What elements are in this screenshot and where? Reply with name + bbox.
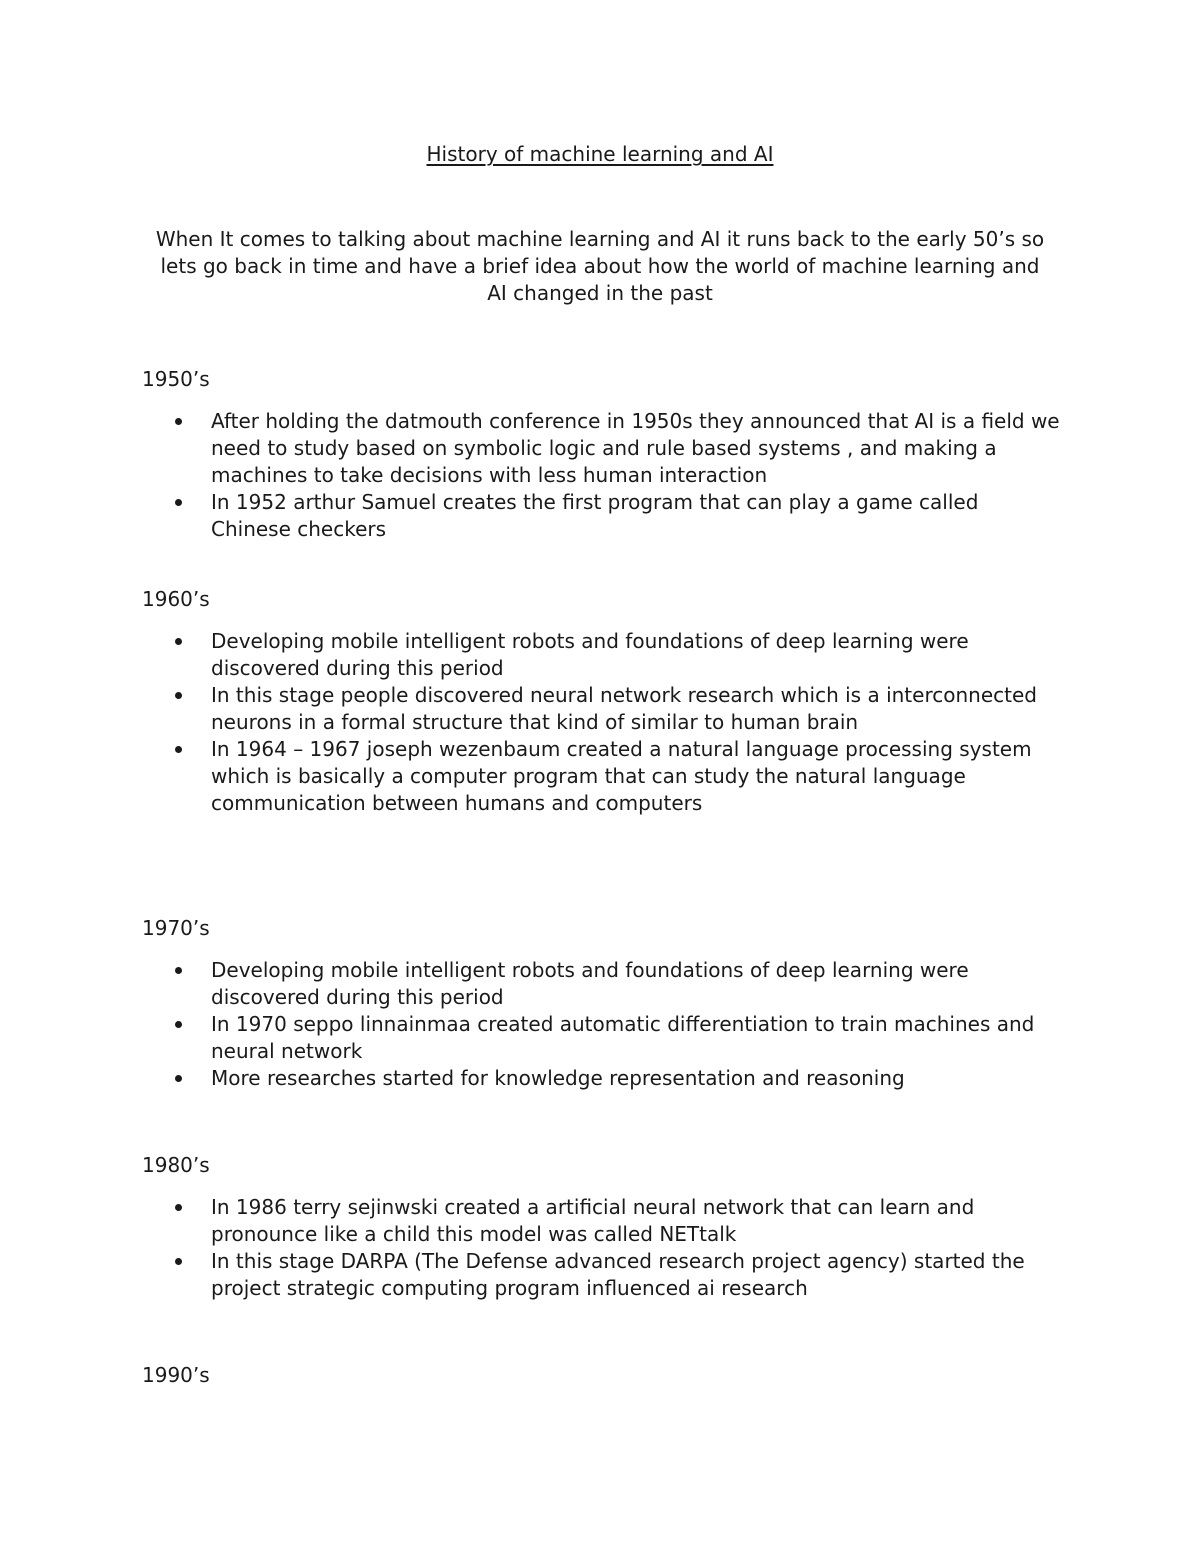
bullet-icon [175, 746, 182, 753]
list-item-text: In 1970 seppo linnainmaa created automatic differentiation to train machines and neural network [211, 1012, 1035, 1063]
bullet-icon [175, 967, 182, 974]
list-item [142, 682, 1062, 736]
list-item [142, 489, 1062, 543]
list-item-text: In 1986 terry sejinwski created a artificial neural network that can learn and pronounce like a child this model was called NETtalk [211, 1195, 975, 1246]
list-item-text: In 1964 – 1967 joseph wezenbaum created a natural language processing system which is basically a computer program that can study the natural language communication between humans and computers [211, 737, 1032, 815]
section-1980s [142, 1152, 1062, 1302]
list-item [142, 736, 1062, 817]
list-item-text: In this stage DARPA (The Defense advanced research project agency) started the project strategic computing program influenced ai research [211, 1249, 1025, 1300]
list-item-text: In 1952 arthur Samuel creates the first program that can play a game called Chinese checkers [211, 490, 979, 541]
bullet-icon [175, 1258, 182, 1265]
list-item-text: Developing mobile intelligent robots and foundations of deep learning were discovered during this period [211, 958, 969, 1009]
list-item [142, 408, 1062, 489]
decade-heading: 1980’s [142, 1153, 210, 1177]
list-item [142, 1065, 1062, 1092]
bullet-icon [175, 638, 182, 645]
list-item-text: In this stage people discovered neural network research which is a interconnected neurons in a formal structure that kind of similar to human brain [211, 683, 1037, 734]
bullet-list [142, 408, 1062, 543]
decade-heading: 1990’s [142, 1363, 210, 1387]
list-item [142, 628, 1062, 682]
list-item-text: Developing mobile intelligent robots and foundations of deep learning were discovered during this period [211, 629, 969, 680]
bullet-icon [175, 1075, 182, 1082]
section-1990s [142, 1362, 1062, 1404]
section-1960s [142, 586, 1062, 817]
bullet-icon [175, 1021, 182, 1028]
document-title: History of machine learning and AI [426, 142, 774, 166]
bullet-list [142, 1194, 1062, 1302]
decade-heading: 1970’s [142, 916, 210, 940]
list-item-text: More researches started for knowledge representation and reasoning [211, 1066, 905, 1090]
bullet-list [142, 957, 1062, 1092]
decade-heading: 1950’s [142, 367, 210, 391]
bullet-icon [175, 418, 182, 425]
list-item-text: After holding the datmouth conference in 1950s they announced that AI is a field we need to study based on symbolic logic and rule based systems , and making a machines to take decisions with less human interaction [211, 409, 1060, 487]
section-1970s [142, 915, 1062, 1092]
list-item [142, 1194, 1062, 1248]
bullet-icon [175, 499, 182, 506]
section-1950s [142, 366, 1062, 543]
list-item [142, 957, 1062, 1011]
bullet-list [142, 628, 1062, 817]
list-item [142, 1011, 1062, 1065]
decade-heading: 1960’s [142, 587, 210, 611]
bullet-icon [175, 1204, 182, 1211]
intro-paragraph: When It comes to talking about machine learning and AI it runs back to the early 50’s so lets go back in time and have a brief idea about how the world of machine learning and AI changed in the past [155, 227, 1045, 305]
bullet-icon [175, 692, 182, 699]
list-item [142, 1248, 1062, 1302]
